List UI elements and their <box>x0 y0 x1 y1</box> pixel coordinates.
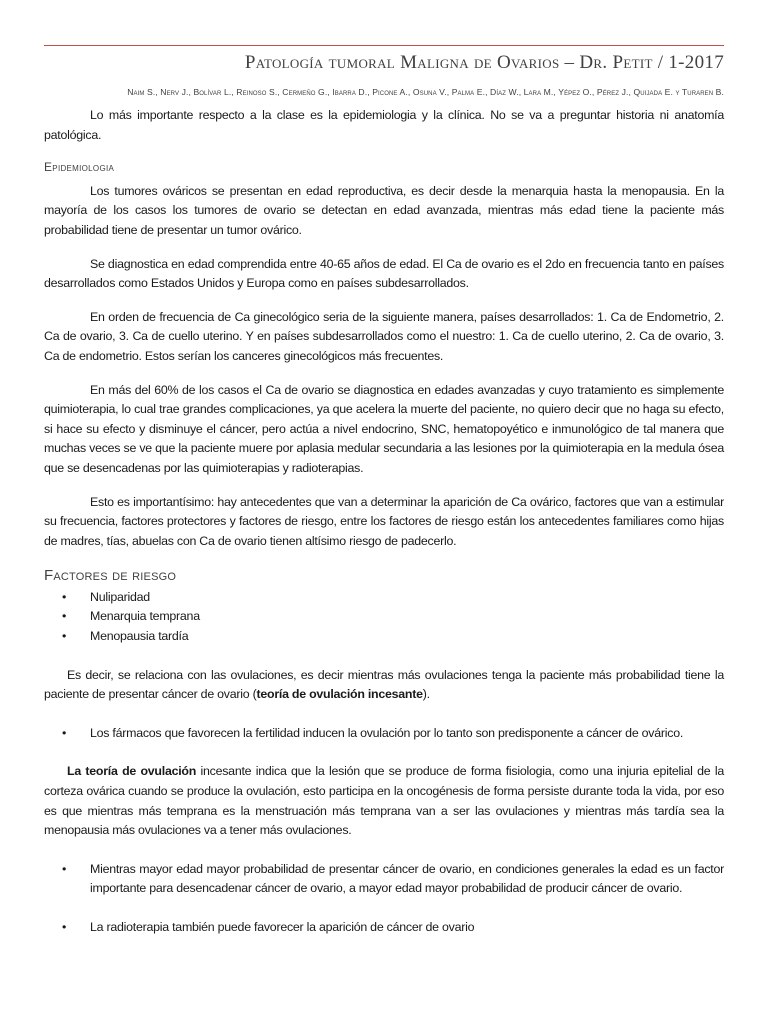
bullet-icon: • <box>62 725 67 740</box>
list-item: • Nuliparidad <box>44 588 724 608</box>
list-item: • Menarquia temprana <box>44 607 724 627</box>
list-item: • Los fármacos que favorecen la fertilidad inducen la ovulación por lo tanto son predisponente a cáncer de ovárico. <box>44 724 724 744</box>
header-rule <box>44 45 724 46</box>
bullet-icon: • <box>62 920 67 934</box>
bullet-icon: • <box>62 861 67 876</box>
bullet-icon: • <box>62 629 67 644</box>
list-item: • La radioterapia también puede favorecer la aparición de cáncer de ovario <box>44 918 724 938</box>
section-heading-epidemiologia: Epidemiologia <box>44 160 115 175</box>
paragraph: Es decir, se relaciona con las ovulaciones, es decir mientras más ovulaciones tenga la paciente más probabilidad tiene la paciente de presentar cáncer de ovario (teoría de ovulación incesante). <box>44 667 724 702</box>
list-item: • Menopausia tardía <box>44 627 724 647</box>
paragraph: En más del 60% de los casos el Ca de ovario se diagnostica en edades avanzadas y cuyo tratamiento es simplemente quimioterapia, lo cual trae grandes complicaciones, ya que acelera la muerte del paciente, no quiero decir que no haga su efecto, si hace su efecto y disminuye el cáncer, pero actúa a nivel endocrino, SNC, hematopoyético e inmunológico de tal manera que muchas veces se ve que la paciente muere por aplasia medular secundaria a las lesiones por la quimioterapia en la medula ósea que se desencadenas por las quimioterapias y radioterapias. <box>44 382 724 475</box>
bold-term: La teoría de ovulación <box>67 764 197 779</box>
document-title: Patología tumoral Maligna de Ovarios – Dr. Petit / 1-2017 <box>244 52 724 73</box>
intro-paragraph: Lo más importante respecto a la clase es la epidemiologia y la clínica. No se va a preguntar historia ni anatomía patológica. <box>44 108 724 142</box>
list-item: • Mientras mayor edad mayor probabilidad de presentar cáncer de ovario, en condiciones generales la edad es un factor importante para desencadenar cáncer de ovario, a mayor edad mayor probabilidad de producir cáncer de ovario. <box>62 861 724 896</box>
risk-factor-list <box>44 588 724 647</box>
paragraph: Esto es importantísimo: hay antecedentes que van a determinar la aparición de Ca ovárico, factores que van a estimular su frecuencia, factores protectores y factores de riesgo, entre los factores de riesgo están los antecedentes familiares como hijas de madres, tías, abuelas con Ca de ovario tienen altísimo riesgo de padecerlo. <box>44 494 724 548</box>
bullet-list <box>44 860 724 899</box>
paragraph: Los tumores ováricos se presentan en edad reproductiva, es decir desde la menarquia hasta la menopausia. En la mayoría de los casos los tumores de ovario se detectan en edad avanzada, mientras más edad tiene la paciente más probabilidad tiene de presentar un tumor ovárico. <box>44 183 724 237</box>
paragraph: La teoría de ovulación incesante indica que la lesión que se produce de forma fisiologia, como una injuria epitelial de la corteza ovárica cuando se produce la ovulación, esto participa en la oncogénesis de forma persiste durante toda la vida, por eso es que mientras más temprana es la menstruación más temprana van a ser las ovulaciones y mientras más tardía sea la menopausia más ovulaciones va a tener más ovulaciones. <box>44 764 724 838</box>
section-heading-factores: Factores de riesgo <box>44 567 177 585</box>
bullet-icon: • <box>62 609 67 624</box>
bullet-list <box>44 724 724 744</box>
bullet-list <box>44 918 724 938</box>
document-body <box>44 106 724 938</box>
paragraph: En orden de frecuencia de Ca ginecológico seria de la siguiente manera, países desarrollados: 1. Ca de Endometrio, 2. Ca de ovario, 3. Ca de cuello uterino. Y en países subdesarrollados como el nuestro: 1. Ca de cuello uterino, 2. Ca de ovario, 3. Ca de endometrio. Estos serían los canceres ginecológicos más frecuentes. <box>44 309 724 363</box>
bullet-icon: • <box>62 589 67 604</box>
authors-line: Naim S., Nerv J., Bolívar L., Reinoso S., Cermeño G., Ibarra D., Picone A., Osuna V., Palma E., Díaz W., Lara M., Yépez O., Pérez J., Quijada E. y Turaren B. <box>127 87 724 97</box>
paragraph: Se diagnostica en edad comprendida entre 40-65 años de edad. El Ca de ovario es el 2do en frecuencia tanto en países desarrollados como Estados Unidos y Europa como en países subdesarrollados. <box>44 256 724 291</box>
bold-term: teoría de ovulación incesante <box>256 687 423 702</box>
